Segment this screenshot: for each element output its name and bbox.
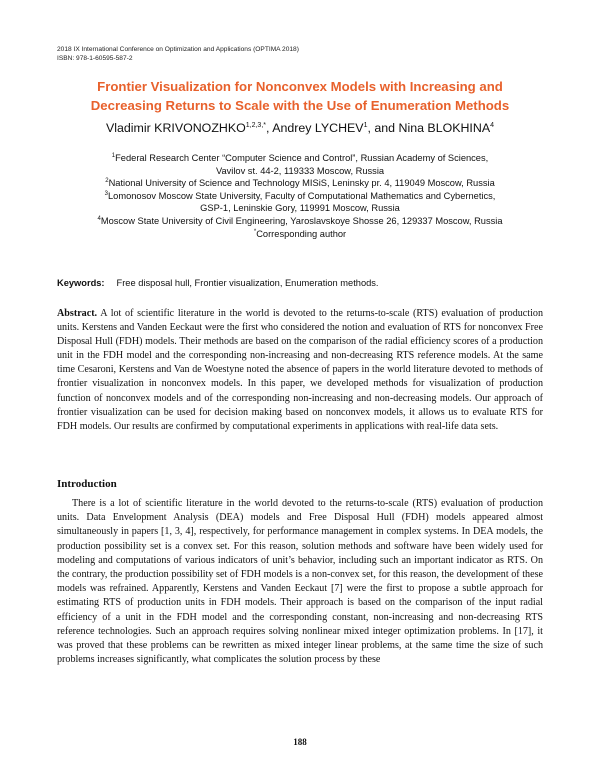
title-line-1: Frontier Visualization for Nonconvex Models with Increasing and xyxy=(97,79,503,94)
abstract-text: A lot of scientific literature in the world is devoted to the returns-to-scale (RTS) evaluation of production units. Kerstens and Vanden Eeckaut were the first who considered the notion and evaluation of RTS for nonconvex Free Disposal Hull (FDH) models. Their methods are based on the comparison of the radial efficiency scores of a production unit in the FDH model and the corresponding non-increasing and non-decreasing RTS reference models. At the same time Cesaroni, Kerstens and Van de Woestyne noted the absence of papers in the world literature devoted to methods of frontier visualization in nonconvex models. In this paper, we developed methods for visualization of production function of nonconvex models and of the corresponding non-increasing and non-decreasing models. Our approach of frontier visualization can be used for decision making based on nonconvex models, it allows us to evaluate RTS for FDH models. Our results are confirmed by computational experiments in applications with real-life data sets. xyxy=(57,308,543,432)
affiliation-1-line-1: Federal Research Center “Computer Science and Control”, Russian Academy of Sciences, xyxy=(115,153,489,163)
affiliation-2-mark: 2 xyxy=(105,178,109,185)
author-separator-2: , and xyxy=(367,121,399,135)
isbn: ISBN: 978-1-60595-587-2 xyxy=(57,55,133,62)
affiliation-1 xyxy=(40,152,560,177)
affiliation-4-mark: 4 xyxy=(97,215,101,222)
abstract-label: Abstract. xyxy=(57,308,98,319)
keywords-label: Keywords: xyxy=(57,278,105,288)
affiliation-list xyxy=(40,152,560,240)
page-number: 188 xyxy=(293,737,307,747)
author-3-affiliation-marks: 4 xyxy=(490,122,494,129)
keywords-text: Free disposal hull, Frontier visualization, Enumeration methods. xyxy=(116,278,379,288)
affiliation-3 xyxy=(40,190,560,215)
conference-name: 2018 IX International Conference on Optimization and Applications (OPTIMA 2018) xyxy=(57,46,299,53)
author-1-affiliation-marks: 1,2,3,* xyxy=(245,122,266,129)
introduction-paragraph: There is a lot of scientific literature in the world devoted to the returns-to-scale (RTS) evaluation of production units. Data Envelopment Analysis (DEA) models and Free Disposal Hull (FDH) models appeared almost simultaneously in papers [1, 3, 4], respectively, for performance management in complex systems. In DEA models, the production possibility set is a convex set. For this reason, solution methods and software have been widely used for modeling and computations of various indicators of unit’s behavior, including such an important indicator as RTS. On the contrary, the production possibility set of FDH models is a non-convex set, for this reason, the development of these models was refrained. Apparently, Kerstens and Vanden Eeckaut [7] were the first to propose a subtle approach for estimating RTS of production units in FDH models. Their approach is based on the comparison of the input radial efficiency of a unit in the FDH model and the corresponding constant, non-increasing and non-decreasing RTS reference technologies. Such an approach requires solving nonlinear mixed integer optimization problems. In [17], it was proved that these problems can be rewritten as mixed integer linear problems, at the same time the size of such problems increases significantly, what complicates the solution process by these xyxy=(57,498,543,666)
corresponding-mark: * xyxy=(253,228,257,235)
author-1-name: Vladimir KRIVONOZHKO xyxy=(105,121,246,135)
author-3-name: Nina BLOKHINA xyxy=(398,121,491,135)
abstract-paragraph xyxy=(57,307,543,434)
title-line-2: Decreasing Returns to Scale with the Use of Enumeration Methods xyxy=(90,98,510,113)
affiliation-3-line-2: GSP-1, Leninskie Gory, 119991 Moscow, Russia xyxy=(200,203,400,214)
conference-header xyxy=(57,45,299,63)
introduction-heading: Introduction xyxy=(57,478,117,490)
affiliation-3-mark: 3 xyxy=(104,190,108,197)
affiliation-1-line-2: Vavilov st. 44-2, 119333 Moscow, Russia xyxy=(215,165,385,176)
corresponding-author-note xyxy=(40,228,560,241)
paper-title xyxy=(40,77,560,115)
keywords-line xyxy=(57,278,379,288)
affiliation-3-line-1: Lomonosov Moscow State University, Faculty of Computational Mathematics and Cybernetics, xyxy=(107,190,496,201)
author-2-affiliation-marks: 1 xyxy=(363,122,368,129)
affiliation-4-line-1: Moscow State University of Civil Engineering, Yaroslavskoye Shosse 26, 129337 Moscow, Russia xyxy=(100,215,503,226)
author-separator-1: , xyxy=(266,121,273,135)
affiliation-2 xyxy=(40,177,560,190)
affiliation-1-mark: 1 xyxy=(111,153,116,159)
author-2-name: Andrey LYCHEV xyxy=(272,121,364,135)
corresponding-text: Corresponding author xyxy=(256,228,347,239)
author-list xyxy=(40,120,560,136)
affiliation-4 xyxy=(40,215,560,228)
affiliation-2-line-1: National University of Science and Technology MISiS, Leninsky pr. 4, 119049 Moscow, Russia xyxy=(108,178,495,189)
